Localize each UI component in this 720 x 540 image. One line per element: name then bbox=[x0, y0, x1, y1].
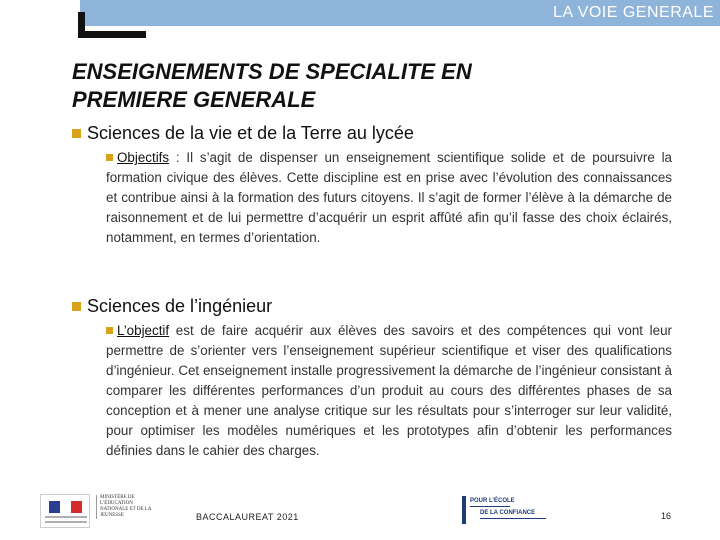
banner-title: LA VOIE GENERALE bbox=[553, 4, 714, 21]
paragraph-body: est de faire acquérir aux élèves des savoirs et des compétences qui vont leur permettre de s’orienter vers l’enseignement supérieur scientifique et viser des qualifications d’ingénieur. Cet enseignement installe progressivement la démarche de l’ingénieur consistant à comparer les différentes performances d’un produit au cours des différentes phases de sa conception et à mener une analyse critique sur les résultats pour s’interroger sur leur validité, pour optimiser les modèles numériques et les prototypes afin d’obtenir les performances définies dans le cahier des charges. bbox=[106, 323, 672, 458]
square-bullet-icon bbox=[72, 302, 81, 311]
square-bullet-icon bbox=[72, 129, 81, 138]
paragraph-lead: Objectifs bbox=[117, 150, 170, 165]
page-title-line-2: PREMIERE GENERALE bbox=[72, 87, 316, 112]
footer-baccalaureat: BACCALAUREAT 2021 bbox=[196, 512, 299, 522]
logo-line-1: POUR L’ÉCOLE bbox=[470, 498, 515, 504]
logo-line-2: DE LA CONFIANCE bbox=[480, 510, 536, 516]
ecole-confiance-logo bbox=[460, 494, 552, 526]
top-banner bbox=[80, 0, 720, 26]
square-bullet-icon bbox=[106, 327, 113, 334]
section-paragraph-si bbox=[106, 321, 672, 461]
paragraph-body: : Il s’agit de dispenser un enseignement scientifique solide et de poursuivre la formation civique des élèves. Cette discipline est en prise avec l’évolution des connaissances et contribue ainsi à la formation des futurs citoyens. Il s’agit de former l’élève à la démarche de raisonnement et de lui permettre d’acquérir un esprit affûté afin qu’il fasse des choix éclairés, notamment, en termes d’orientation. bbox=[106, 150, 672, 245]
ministry-name: MINISTÈRE DE L’ÉDUCATION NATIONALE ET DE LA JEUNESSE bbox=[96, 495, 160, 519]
section-paragraph-svt bbox=[106, 148, 672, 248]
paragraph-lead: L’objectif bbox=[117, 323, 170, 338]
page-number: 16 bbox=[661, 511, 672, 521]
page-title-line-1: ENSEIGNEMENTS DE SPECIALITE EN bbox=[72, 59, 472, 84]
section-heading-text: Sciences de la vie et de la Terre au lycée bbox=[87, 123, 414, 143]
section-heading-svt bbox=[72, 122, 414, 144]
ministry-logo bbox=[40, 494, 150, 528]
corner-bracket-mark bbox=[78, 12, 146, 38]
page-title bbox=[72, 58, 632, 114]
marianne-flag-icon bbox=[40, 494, 90, 528]
section-heading-text: Sciences de l’ingénieur bbox=[87, 296, 273, 316]
square-bullet-icon bbox=[106, 154, 113, 161]
section-heading-si bbox=[72, 295, 272, 317]
